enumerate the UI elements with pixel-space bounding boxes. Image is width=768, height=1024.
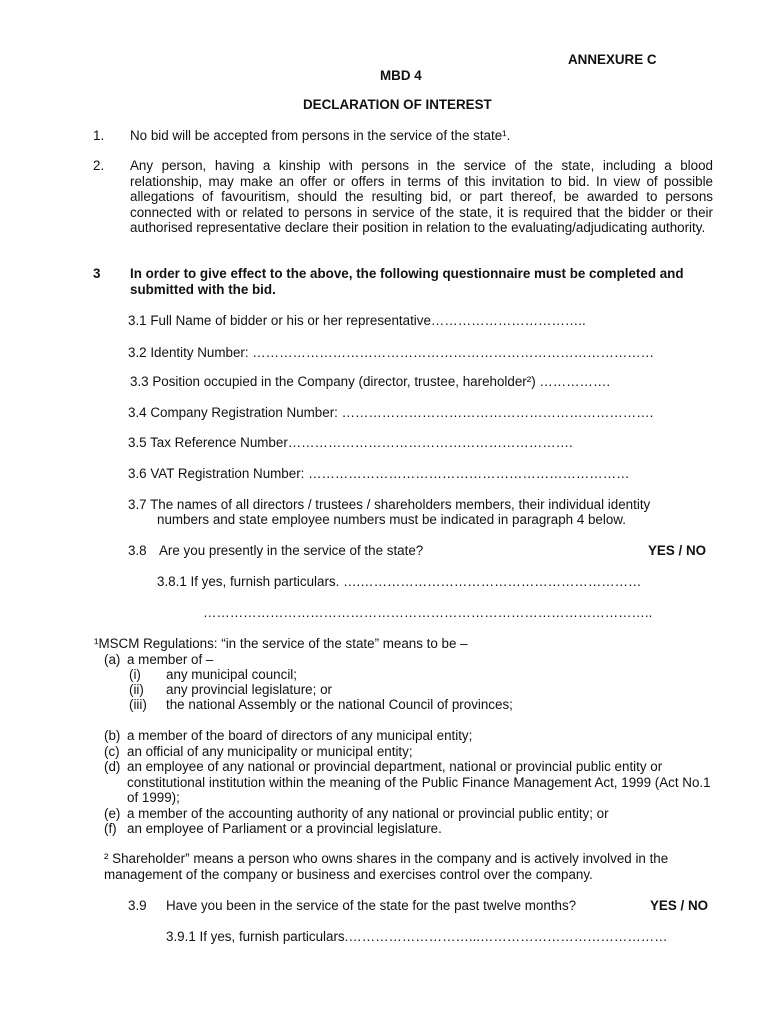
footnote-text: a member of the accounting authority of any national or provincial public entity; or bbox=[127, 806, 609, 821]
particulars-blank-line: ……………………………………………………………………………………….. bbox=[203, 605, 653, 620]
annexure-label: ANNEXURE C bbox=[568, 52, 657, 67]
item-number: 1. bbox=[93, 128, 105, 143]
page-title: DECLARATION OF INTEREST bbox=[303, 97, 492, 112]
footnote-sub-label: (ii) bbox=[129, 682, 144, 697]
item-text: No bid will be accepted from persons in the service of the state¹. bbox=[130, 128, 511, 143]
question-text: Have you been in the service of the state for the past twelve months? bbox=[166, 898, 577, 913]
footnote-label: (e) bbox=[104, 806, 121, 821]
question-3-5-tax-reference: 3.5 Tax Reference Number………………………………………………………. bbox=[128, 435, 573, 450]
footnote-text: a member of the board of directors of any municipal entity; bbox=[127, 728, 473, 743]
question-number: 3.9 bbox=[128, 898, 147, 913]
footnote-text: an official of any municipality or municipal entity; bbox=[127, 744, 413, 759]
question-3-7-line-2: numbers and state employee numbers must be indicated in paragraph 4 below. bbox=[157, 512, 626, 527]
question-3-2-identity-number: 3.2 Identity Number: ……………………………………………………………………………… bbox=[128, 345, 655, 360]
question-3-6-vat-registration: 3.6 VAT Registration Number: ……………………………………………………………… bbox=[128, 466, 630, 481]
yes-no-choice bbox=[648, 543, 706, 559]
choice-separator: / bbox=[678, 543, 683, 558]
footnote-text: a member of – bbox=[127, 652, 214, 667]
no-option[interactable]: NO bbox=[688, 898, 709, 913]
question-3-1-full-name: 3.1 Full Name of bidder or his or her representative…………………………….. bbox=[128, 313, 586, 328]
no-option[interactable]: NO bbox=[686, 543, 707, 558]
yes-option[interactable]: YES bbox=[648, 543, 675, 558]
item-text: Any person, having a kinship with persons in the service of the state, including a blood relationship, may make an offer or offers in terms of this invitation to bid. In view of possible allegations of favouritism, should the resulting bid, or part thereof, be awarded to persons connected with or related to persons in service of the state, it is required that the bidder or their authorised representative declare their position in relation to the evaluating/adjudicating authority. bbox=[130, 158, 713, 236]
footnote-label: (b) bbox=[104, 728, 121, 743]
footnote-1-intro: ¹MSCM Regulations: “in the service of the state” means to be – bbox=[94, 636, 468, 651]
question-3-9-1-particulars: 3.9.1 If yes, furnish particulars.………………………...…………………………………… bbox=[166, 929, 668, 944]
footnote-sub-text: any provincial legislature; or bbox=[166, 682, 332, 697]
yes-option[interactable]: YES bbox=[650, 898, 677, 913]
footnote-label: (c) bbox=[104, 744, 120, 759]
form-code: MBD 4 bbox=[380, 68, 422, 83]
footnote-label: (f) bbox=[104, 821, 117, 836]
question-3-4-company-registration: 3.4 Company Registration Number: ……………………………………………………………. bbox=[128, 405, 654, 420]
footnote-text: an employee of Parliament or a provincial legislature. bbox=[127, 821, 442, 836]
footnote-label: (a) bbox=[104, 652, 121, 667]
footnote-sub-text: the national Assembly or the national Council of provinces; bbox=[166, 697, 513, 712]
footnote-sub-label: (i) bbox=[129, 667, 141, 682]
question-3-8-1-particulars: 3.8.1 If yes, furnish particulars. ….……………………………………………………… bbox=[157, 574, 642, 589]
item-text: In order to give effect to the above, the following questionnaire must be completed and submitted with the bid. bbox=[130, 266, 684, 297]
item-number: 3 bbox=[93, 266, 101, 281]
footnote-sub-text: any municipal council; bbox=[166, 667, 297, 682]
footnote-text: an employee of any national or provincial department, national or provincial public entity or constitutional institution within the meaning of the Public Finance Management Act, 1999 (Act No.1 of 1999); bbox=[127, 759, 711, 806]
item-number: 2. bbox=[93, 158, 105, 173]
question-number: 3.8 bbox=[128, 543, 147, 558]
choice-separator: / bbox=[680, 898, 685, 913]
question-3-3-position: 3.3 Position occupied in the Company (director, trustee, hareholder²) ……………. bbox=[130, 374, 611, 389]
footnote-label: (d) bbox=[104, 759, 121, 774]
footnote-sub-label: (iii) bbox=[129, 697, 147, 712]
question-3-7-line-1: 3.7 The names of all directors / trustees / shareholders members, their individual identity bbox=[128, 497, 651, 512]
footnote-2: ² Shareholder” means a person who owns shares in the company and is actively involved in the management of the company or business and exercises control over the company. bbox=[104, 851, 669, 882]
question-text: Are you presently in the service of the state? bbox=[159, 543, 424, 558]
yes-no-choice bbox=[650, 898, 708, 914]
